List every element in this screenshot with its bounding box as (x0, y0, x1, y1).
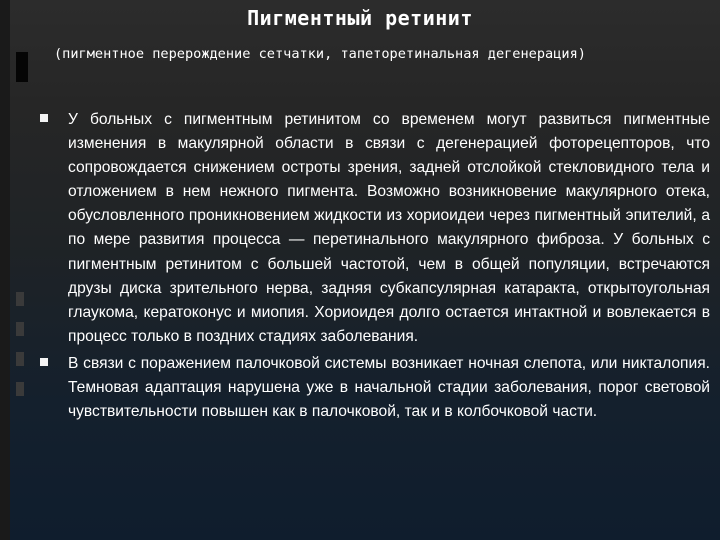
slide-subtitle: (пигментное перерождение сетчатки, тапеторетинальная дегенерация) (54, 46, 586, 62)
decorative-block (16, 322, 24, 336)
decorative-block (16, 352, 24, 366)
left-decorative-strip (0, 0, 10, 540)
bullet-list (40, 108, 710, 427)
bullet-item (40, 108, 710, 349)
decorative-block (16, 52, 28, 82)
square-bullet-icon (40, 114, 48, 122)
slide-title: Пигментный ретинит (247, 6, 473, 30)
bullet-text: В связи с поражением палочковой системы возникает ночная слепота, или никталопия. Темновая адаптация нарушена уже в начальной стадии заболевания, порог световой чувствительности повышен как в палочковой, так и в колбочковой части. (68, 354, 710, 421)
decorative-block (16, 382, 24, 396)
decorative-block (16, 292, 24, 306)
bullet-item (40, 352, 710, 424)
square-bullet-icon (40, 358, 48, 366)
bullet-text: У больных с пигментным ретинитом со временем могут развиться пигментные изменения в макулярной области в связи с дегенерацией фоторецепторов, что сопровождается снижением остроты зрения, задней отслойкой стекловидного тела и отложением в нем нежного пигмента. Возможно возникновение макулярного отека, обусловленного проникновением жидкости из хориоидеи через пигментный эпителий, а по мере развития процесса — перетинального макулярного фиброза. У больных с пигментным ретинитом с большей частотой, чем в общей популяции, встречаются друзы диска зрительного нерва, задняя субкапсулярная катаракта, открытоугольная глаукома, кератоконус и миопия. Хориоидея долго остается интактной и вовлекается в процесс только в поздних стадиях заболевания. (68, 111, 710, 345)
